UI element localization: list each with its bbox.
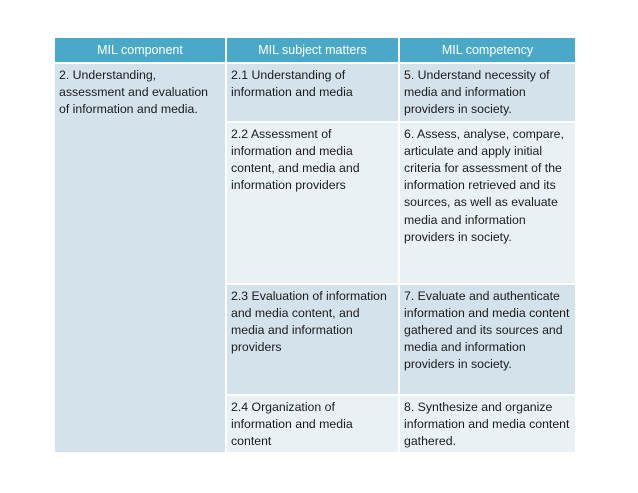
subject-cell: 2.3 Evaluation of information and media content, and media and information providers	[227, 285, 400, 396]
header-mil-competency: MIL competency	[400, 38, 575, 64]
competency-cell: 8. Synthesize and organize information and media content gathered.	[400, 396, 575, 455]
competency-cell: 6. Assess, analyse, compare, articulate and apply initial criteria for assessment of the information retrieved and its sources, as well as evaluate media and information providers in society.	[400, 123, 575, 285]
header-mil-component: MIL component	[55, 38, 227, 64]
competency-cell: 7. Evaluate and authenticate information and media content gathered and its sources and media and information providers in society.	[400, 285, 575, 396]
competency-cell: 5. Understand necessity of media and information providers in society.	[400, 64, 575, 123]
table-header-row	[55, 38, 575, 64]
subject-cell: 2.1 Understanding of information and media	[227, 64, 400, 123]
header-mil-subject-matters: MIL subject matters	[227, 38, 400, 64]
mil-table	[55, 38, 575, 454]
mil-table-container	[55, 38, 575, 454]
subject-cell: 2.2 Assessment of information and media content, and media and information providers	[227, 123, 400, 285]
table-row	[55, 64, 575, 123]
component-cell: 2. Understanding, assessment and evaluation of information and media.	[55, 64, 227, 454]
subject-cell: 2.4 Organization of information and media content	[227, 396, 400, 455]
